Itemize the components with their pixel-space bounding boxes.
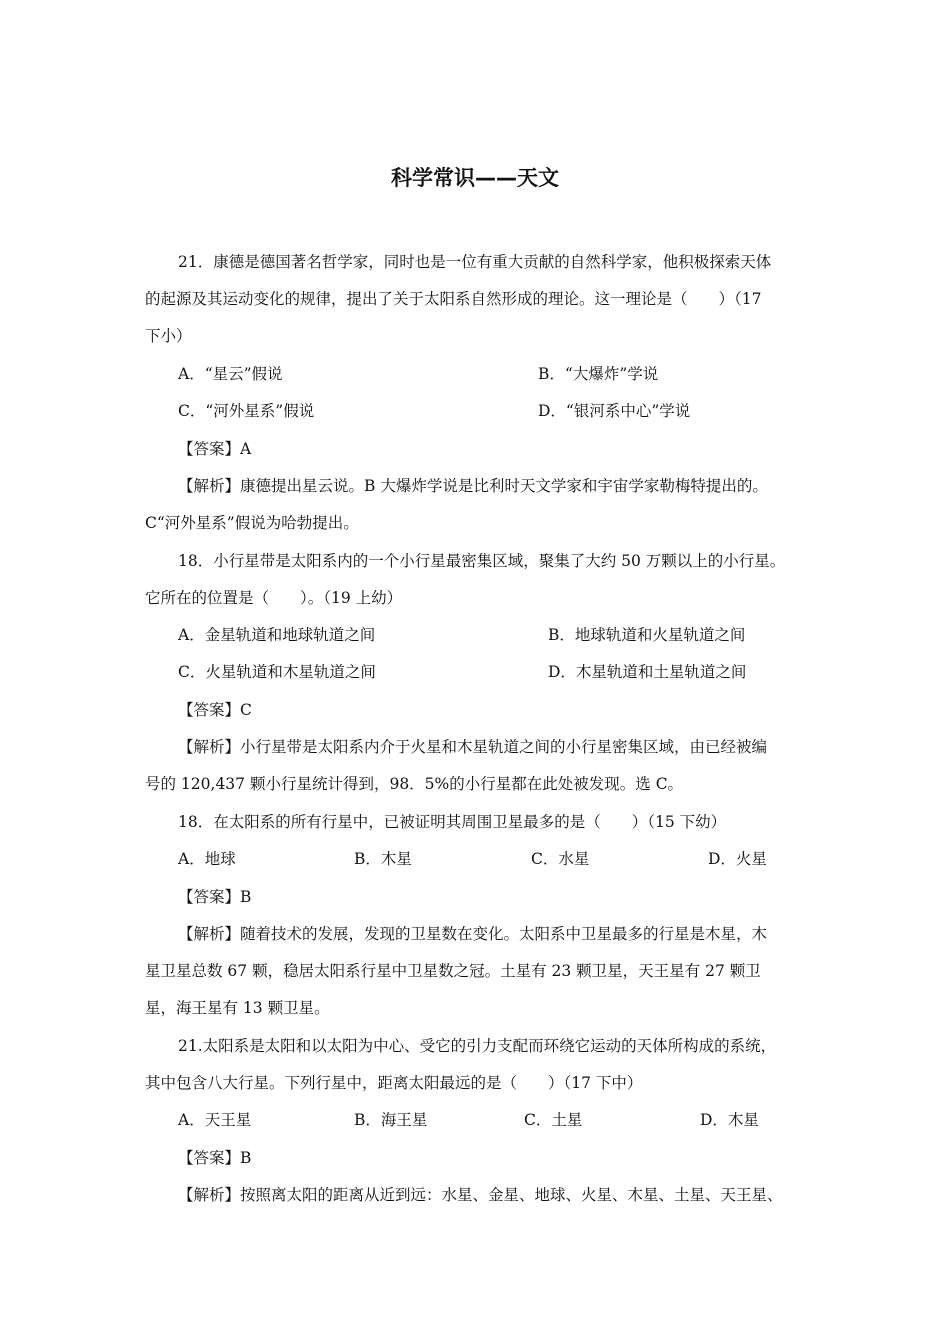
option-d: D．火星 (708, 850, 767, 868)
analysis: 号的 120,437 颗小行星统计得到，98．5%的小行星都在此处被发现。选 C。 (145, 775, 684, 793)
option-a: A．“星云”假说 (178, 365, 283, 383)
option-a: A．天王星 (178, 1111, 252, 1129)
answer: 【答案】C (178, 701, 252, 719)
analysis: 【解析】按照离太阳的距离从近到远：水星、金星、地球、火星、木星、土星、天王星、 (178, 1186, 783, 1204)
analysis: 星，海王星有 13 颗卫星。 (145, 999, 330, 1017)
analysis: C“河外星系”假说为哈勃提出。 (145, 514, 359, 532)
option-b: B．“大爆炸”学说 (538, 365, 659, 383)
question-text: 18．在太阳系的所有行星中，已被证明其周围卫星最多的是（ ）（15 下幼） (178, 813, 727, 831)
question-text: 的起源及其运动变化的规律，提出了关于太阳系自然形成的理论。这一理论是（ ）（17 (145, 290, 762, 308)
option-c: C．火星轨道和木星轨道之间 (178, 663, 376, 681)
option-c: C．水星 (531, 850, 590, 868)
analysis: 星卫星总数 67 颗，稳居太阳系行星中卫星数之冠。土星有 23 颗卫星，天王星有 27 颗卫 (145, 962, 761, 980)
page-title: 科学常识——天文 (391, 166, 559, 190)
option-d: D．木星 (700, 1111, 759, 1129)
analysis: 【解析】小行星带是太阳系内介于火星和木星轨道之间的小行星密集区域，由已经被编 (178, 738, 768, 756)
question-text: 18．小行星带是太阳系内的一个小行星最密集区域，聚集了大约 50 万颗以上的小行星。 (178, 552, 786, 570)
option-c: C．“河外星系”假说 (178, 402, 315, 420)
answer: 【答案】B (178, 888, 252, 906)
option-b: B．木星 (354, 850, 412, 868)
question-text: 它所在的位置是（ ）。（19 上幼） (145, 589, 403, 607)
option-a: A．地球 (178, 850, 236, 868)
question-text: 下小） (145, 327, 192, 345)
question-text: 21.太阳系是太阳和以太阳为中心、受它的引力支配而环绕它运动的天体所构成的系统， (178, 1037, 777, 1055)
question-text: 其中包含八大行星。下列行星中，距离太阳最远的是（ ）（17 下中） (145, 1074, 643, 1092)
analysis: 【解析】康德提出星云说。B 大爆炸学说是比利时天文学家和宇宙学家勒梅特提出的。 (178, 477, 768, 495)
answer: 【答案】B (178, 1149, 252, 1167)
answer: 【答案】A (178, 440, 252, 458)
option-c: C．土星 (524, 1111, 583, 1129)
option-d: D．“银河系中心”学说 (538, 402, 691, 420)
question-text: 21．康德是德国著名哲学家，同时也是一位有重大贡献的自然科学家，他积极探索天体 (178, 253, 772, 271)
option-b: B．海王星 (354, 1111, 428, 1129)
option-a: A．金星轨道和地球轨道之间 (178, 626, 376, 644)
analysis: 【解析】随着技术的发展，发现的卫星数在变化。太阳系中卫星最多的行星是木星，木 (178, 925, 768, 943)
option-d: D．木星轨道和土星轨道之间 (548, 663, 747, 681)
option-b: B．地球轨道和火星轨道之间 (548, 626, 746, 644)
